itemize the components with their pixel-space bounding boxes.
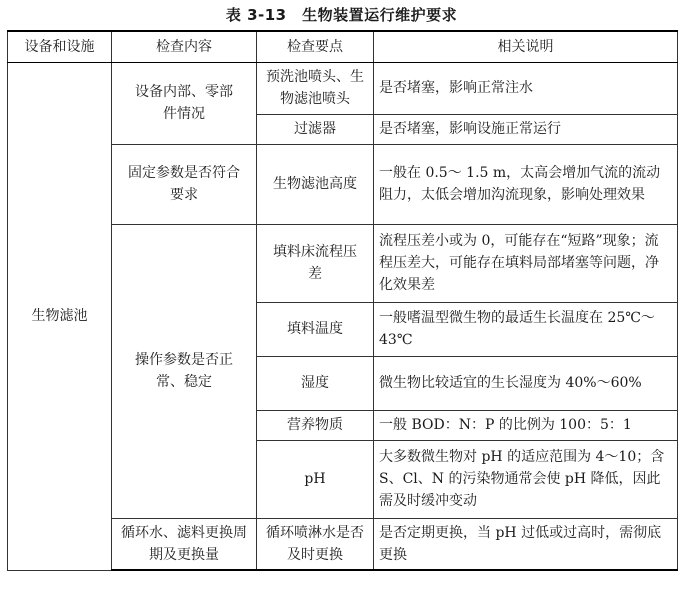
header-facility: 设备和设施: [8, 31, 112, 62]
content-cell: 设备内部、零部件情况: [112, 62, 257, 144]
note-cell: 是否堵塞，影响设施正常运行: [374, 114, 678, 144]
point-cell: pH: [257, 440, 374, 518]
table-row: [8, 62, 678, 114]
maintenance-table: [7, 30, 678, 571]
header-note: 相关说明: [374, 31, 678, 62]
content-cell: 循环水、滤料更换周期及更换量: [112, 518, 257, 570]
point-cell: 填料温度: [257, 302, 374, 356]
note-cell: 一般在 0.5～ 1.5 m，太高会增加气流的流动阻力，太低会增加沟流现象，影响处理效果: [374, 144, 678, 224]
point-cell: 填料床流程压差: [257, 224, 374, 302]
note-cell: 一般嗜温型微生物的最适生长温度在 25℃～43℃: [374, 302, 678, 356]
point-cell: 循环喷淋水是否及时更换: [257, 518, 374, 570]
note-cell: 一般 BOD：N：P 的比例为 100：5：1: [374, 410, 678, 440]
note-cell: 大多数微生物对 pH 的适应范围为 4～10；含 S、Cl、N 的污染物通常会使 pH 降低，因此需及时缓冲变动: [374, 440, 678, 518]
header-point: 检查要点: [257, 31, 374, 62]
point-cell: 营养物质: [257, 410, 374, 440]
facility-cell: 生物滤池: [8, 62, 112, 570]
content-cell: 操作参数是否正常、稳定: [112, 224, 257, 518]
content-cell: 固定参数是否符合要求: [112, 144, 257, 224]
header-row: [8, 31, 678, 62]
table-caption: 表 3-13 生物装置运行维护要求: [225, 6, 458, 24]
point-cell: 生物滤池高度: [257, 144, 374, 224]
header-content: 检查内容: [112, 31, 257, 62]
point-cell: 预洗池喷头、生物滤池喷头: [257, 62, 374, 114]
note-cell: 是否堵塞，影响正常注水: [374, 62, 678, 114]
note-cell: 是否定期更换，当 pH 过低或过高时，需彻底更换: [374, 518, 678, 570]
point-cell: 湿度: [257, 356, 374, 410]
note-cell: 流程压差小或为 0，可能存在“短路”现象；流程压差大，可能存在填料局部堵塞等问题，净化效果差: [374, 224, 678, 302]
note-cell: 微生物比较适宜的生长湿度为 40%～60%: [374, 356, 678, 410]
point-cell: 过滤器: [257, 114, 374, 144]
